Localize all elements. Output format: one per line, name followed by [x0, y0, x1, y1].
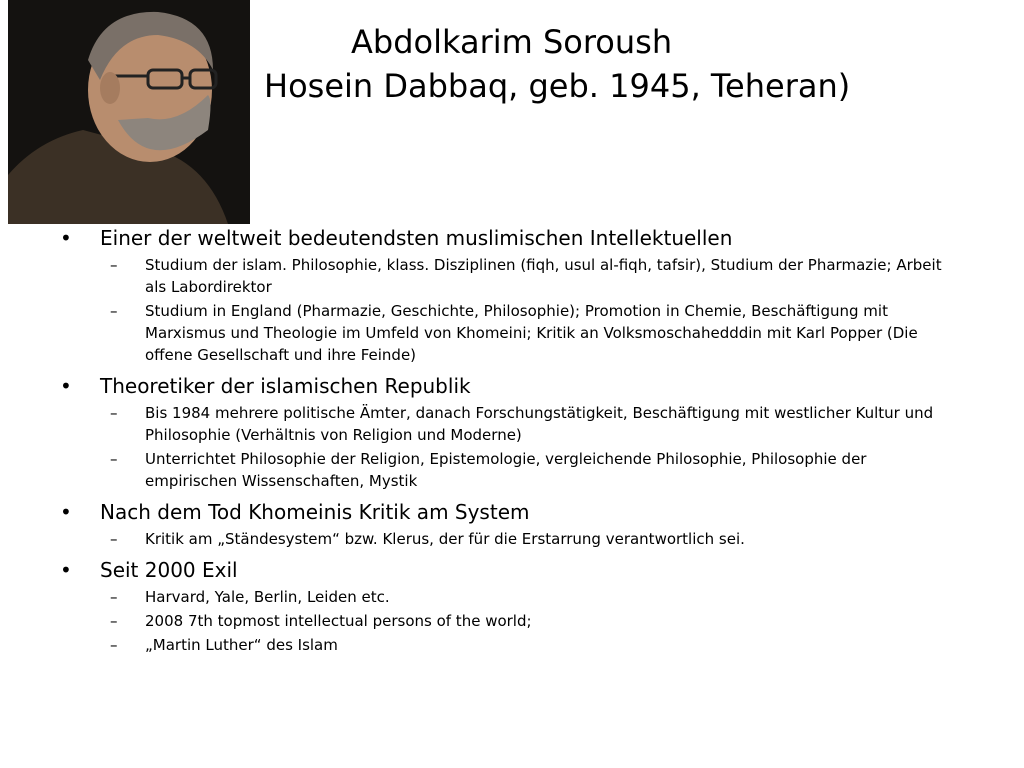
title-line-1: Abdolkarim Soroush: [351, 23, 673, 61]
sub-bullet-item: [60, 634, 960, 656]
dash-icon: –: [110, 530, 118, 548]
dash-icon: –: [110, 588, 118, 606]
dash-icon: –: [110, 404, 118, 422]
bullet-text: Theoretiker der islamischen Republik: [100, 374, 471, 398]
sub-bullet-text: Unterrichtet Philosophie der Religion, Epistemologie, vergleichende Philosophie, Philosophie der empirischen Wissenschaften, Mystik: [145, 450, 867, 490]
sub-bullet-text: Kritik am „Ständesystem“ bzw. Klerus, der für die Erstarrung verantwortlich sei.: [145, 530, 745, 548]
bullet-icon: •: [60, 500, 72, 524]
sub-bullet-item: [60, 610, 960, 632]
bullet-item: [60, 498, 960, 526]
sub-bullet-text: 2008 7th topmost intellectual persons of the world;: [145, 612, 532, 630]
dash-icon: –: [110, 256, 118, 274]
sub-bullet-text: „Martin Luther“ des Islam: [145, 636, 338, 654]
sub-bullet-item: [60, 402, 960, 446]
portrait-photo: [8, 0, 250, 224]
sub-bullet-item: [60, 254, 960, 298]
sub-bullet-item: [60, 586, 960, 608]
bullet-icon: •: [60, 374, 72, 398]
slide-title: [248, 20, 1008, 108]
bullet-text: Einer der weltweit bedeutendsten muslimischen Intellektuellen: [100, 226, 733, 250]
sub-bullet-text: Harvard, Yale, Berlin, Leiden etc.: [145, 588, 390, 606]
sub-bullet-text: Bis 1984 mehrere politische Ämter, danach Forschungstätigkeit, Beschäftigung mit westlicher Kultur und Philosophie (Verhältnis von Religion und Moderne): [145, 404, 934, 444]
bullet-item: [60, 372, 960, 400]
bullet-text: Nach dem Tod Khomeinis Kritik am System: [100, 500, 530, 524]
bullet-item: [60, 556, 960, 584]
sub-bullet-text: Studium in England (Pharmazie, Geschichte, Philosophie); Promotion in Chemie, Beschäftigung mit Marxismus und Theologie im Umfeld von Khomeini; Kritik an Volksmoschahedddin mit Karl Popper (Die offene Gesellschaft und ihre Feinde): [145, 302, 918, 364]
dash-icon: –: [110, 450, 118, 468]
bullet-icon: •: [60, 226, 72, 250]
dash-icon: –: [110, 612, 118, 630]
bullet-list: [60, 218, 960, 656]
bullet-icon: •: [60, 558, 72, 582]
bullet-item: [60, 224, 960, 252]
sub-bullet-item: [60, 300, 960, 366]
sub-bullet-item: [60, 528, 960, 550]
sub-bullet-item: [60, 448, 960, 492]
sub-bullet-text: Studium der islam. Philosophie, klass. Disziplinen (fiqh, usul al-fiqh, tafsir), Studium der Pharmazie; Arbeit als Labordirektor: [145, 256, 942, 296]
title-line-2: Hosein Dabbaq, geb. 1945, Teheran): [264, 67, 851, 105]
dash-icon: –: [110, 302, 118, 320]
bullet-text: Seit 2000 Exil: [100, 558, 238, 582]
dash-icon: –: [110, 636, 118, 654]
portrait-illustration: [8, 0, 250, 224]
